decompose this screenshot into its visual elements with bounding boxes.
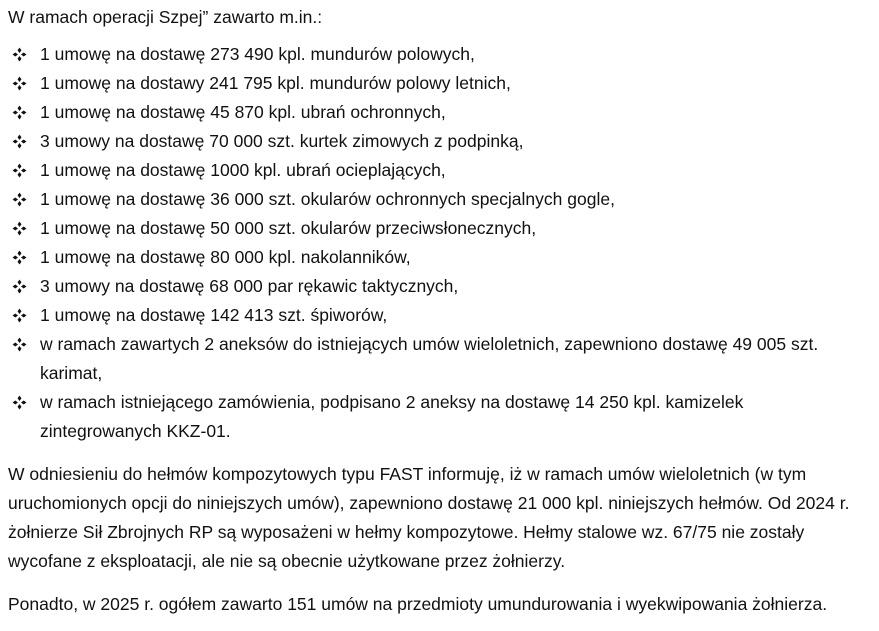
document-body	[0, 3, 879, 619]
list-item	[8, 40, 869, 69]
four-diamond-bullet-icon	[8, 301, 30, 330]
helmets-paragraph: W odniesieniu do hełmów kompozytowych typu FAST informuję, iż w ramach umów wieloletnich (w tym uruchomionych opcji do niniejszych umów), zapewniono dostawę 21 000 kpl. niniejszych hełmów. Od 2024 r. żołnierze Sił Zbrojnych RP są wyposażeni w hełmy kompozytowe. Hełmy stalowe wz. 67/75 nie zostały wycofane z eksploatacji, ale nie są obecnie użytkowane przez żołnierzy.	[8, 464, 850, 571]
list-item	[8, 243, 869, 272]
list-item-text: 1 umowę na dostawę 142 413 szt. śpiworów,	[40, 305, 388, 325]
list-item	[8, 301, 869, 330]
list-item-text: 1 umowę na dostawy 241 795 kpl. mundurów polowy letnich,	[40, 73, 511, 93]
list-item	[8, 127, 869, 156]
four-diamond-bullet-icon	[8, 243, 30, 272]
four-diamond-bullet-icon	[8, 69, 30, 98]
four-diamond-bullet-icon	[8, 214, 30, 243]
list-item-text: 1 umowę na dostawę 273 490 kpl. mundurów polowych,	[40, 44, 475, 64]
four-diamond-bullet-icon	[8, 156, 30, 185]
list-item-text: 3 umowy na dostawę 70 000 szt. kurtek zimowych z podpinką,	[40, 131, 524, 151]
supply-contracts-list	[8, 40, 869, 446]
list-item-text: 1 umowę na dostawę 36 000 szt. okularów ochronnych specjalnych gogle,	[40, 189, 615, 209]
list-item	[8, 214, 869, 243]
list-item-text: 1 umowę na dostawę 50 000 szt. okularów przeciwsłonecznych,	[40, 218, 537, 238]
list-item	[8, 330, 869, 388]
four-diamond-bullet-icon	[8, 127, 30, 156]
list-item	[8, 69, 869, 98]
list-item-text: 3 umowy na dostawę 68 000 par rękawic taktycznych,	[40, 276, 459, 296]
list-item-text: w ramach zawartych 2 aneksów do istniejących umów wieloletnich, zapewniono dostawę 49 005 szt. karimat,	[40, 334, 819, 383]
list-item	[8, 388, 869, 446]
four-diamond-bullet-icon	[8, 330, 30, 359]
intro-text: W ramach operacji Szpej” zawarto m.in.:	[8, 7, 323, 27]
four-diamond-bullet-icon	[8, 98, 30, 127]
list-item-text: 1 umowę na dostawę 45 870 kpl. ubrań ochronnych,	[40, 102, 446, 122]
list-item-text: 1 umowę na dostawę 1000 kpl. ubrań ocieplających,	[40, 160, 446, 180]
list-item	[8, 185, 869, 214]
list-item-text: w ramach istniejącego zamówienia, podpisano 2 aneksy na dostawę 14 250 kpl. kamizelek zintegrowanych KKZ-01.	[40, 392, 744, 441]
four-diamond-bullet-icon	[8, 388, 30, 417]
list-item	[8, 156, 869, 185]
list-item-text: 1 umowę na dostawę 80 000 kpl. nakolanników,	[40, 247, 411, 267]
four-diamond-bullet-icon	[8, 185, 30, 214]
list-item	[8, 272, 869, 301]
summary-paragraph: Ponadto, w 2025 r. ogółem zawarto 151 umów na przedmioty umundurowania i wyekwipowania żołnierza.	[8, 594, 828, 614]
four-diamond-bullet-icon	[8, 40, 30, 69]
four-diamond-bullet-icon	[8, 272, 30, 301]
list-item	[8, 98, 869, 127]
